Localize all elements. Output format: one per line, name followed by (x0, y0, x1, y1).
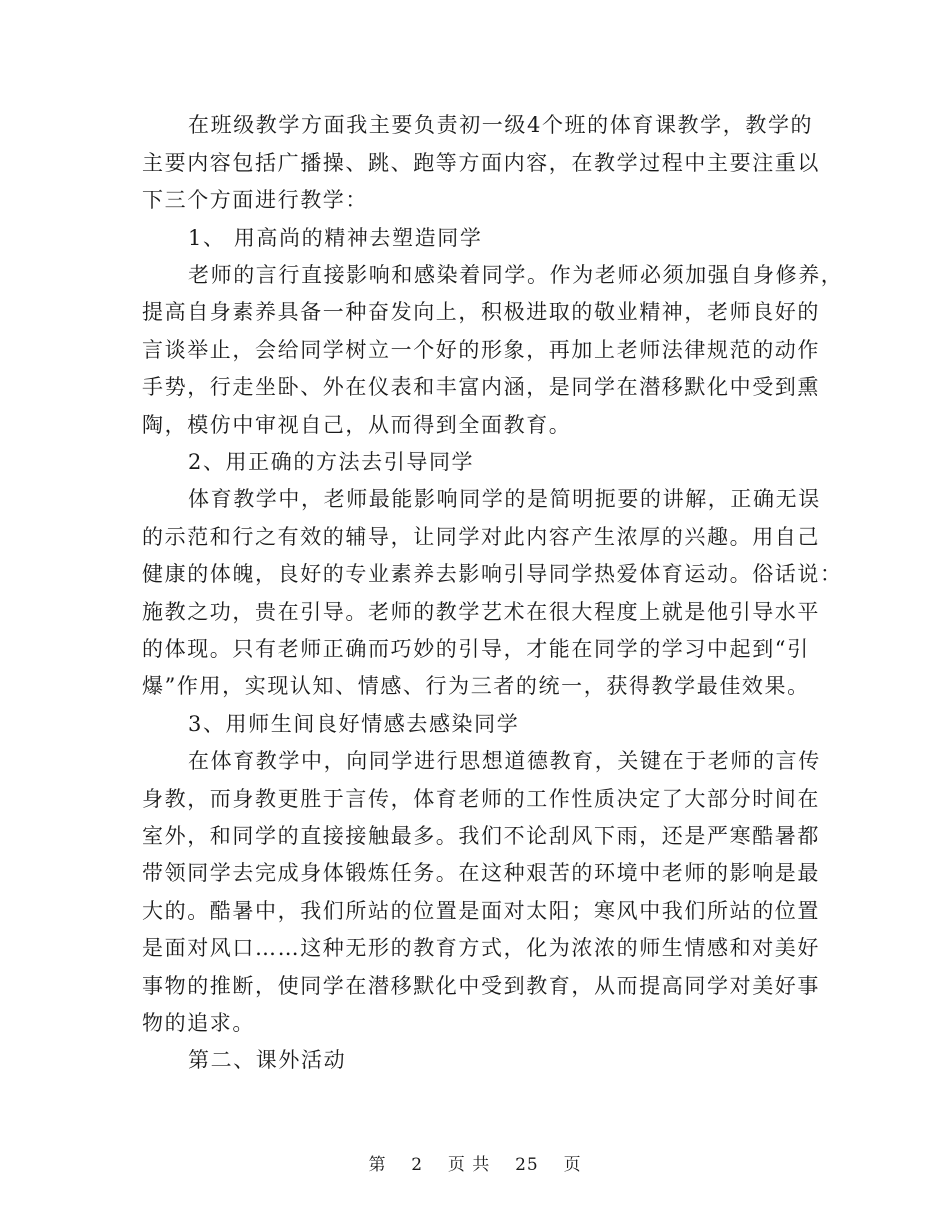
footer-middle: 页 共 (447, 1155, 491, 1175)
section-heading: 3、用师生间良好情感去感染同学 (188, 712, 520, 736)
text-line: 主要内容包括广播操、跳、跑等方面内容，在教学过程中主要注重以 (142, 151, 820, 175)
text-line: 陶，模仿中审视自己，从而得到全面教育。 (142, 413, 572, 437)
text-line: 的示范和行之有效的辅导，让同学对此内容产生浓厚的兴趣。用自己 (142, 525, 820, 549)
text-line: 在体育教学中，向同学进行思想道德教育，关键在于老师的言传 (188, 749, 821, 773)
text-line: 在班级教学方面我主要负责初一级4个班的体育课教学，教学的 (188, 113, 814, 137)
section-heading: 2、用正确的方法去引导同学 (188, 450, 475, 474)
text-line: 爆”作用，实现认知、情感、行为三者的统一，获得教学最佳效果。 (142, 674, 810, 698)
text-line: 施教之功，贵在引导。老师的教学艺术在很大程度上就是他引导水平 (142, 600, 820, 624)
footer-prefix: 第 (368, 1155, 387, 1175)
text-line: 健康的体魄，良好的专业素养去影响引导同学热爱体育运动。俗话说： (142, 562, 843, 586)
text-line: 手势，行走坐卧、外在仪表和丰富内涵，是同学在潜移默化中受到熏 (142, 375, 820, 399)
text-line: 的体现。只有老师正确而巧妙的引导，才能在同学的学习中起到“引 (142, 637, 810, 661)
text-line: 言谈举止，会给同学树立一个好的形象，再加上老师法律规范的动作 (142, 338, 820, 362)
footer-suffix: 页 (563, 1155, 582, 1175)
text-line: 老师的言行直接影响和感染着同学。作为老师必须加强自身修养， (188, 263, 844, 287)
text-line: 事物的推断，使同学在潜移默化中受到教育，从而提高同学对美好事 (142, 974, 820, 998)
section-heading: 第二、课外活动 (188, 1048, 347, 1072)
page-total: 25 (515, 1155, 539, 1175)
text-line: 提高自身素养具备一种奋发向上，积极进取的敬业精神，老师良好的 (142, 300, 820, 324)
text-line: 体育教学中，老师最能影响同学的是简明扼要的讲解，正确无误 (188, 487, 821, 511)
text-line: 带领同学去完成身体锻炼任务。在这种艰苦的环境中老师的影响是最 (142, 861, 820, 885)
text-line: 是面对风口……这种无形的教育方式，化为浓浓的师生情感和对美好 (142, 936, 820, 960)
text-line: 物的追求。 (142, 1011, 255, 1035)
text-line: 室外，和同学的直接接触最多。我们不论刮风下雨，还是严寒酷暑都 (142, 824, 820, 848)
text-line: 大的。酷暑中，我们所站的位置是面对太阳；寒风中我们所站的位置 (142, 899, 820, 923)
section-heading: 1、 用高尚的精神去塑造同学 (188, 226, 483, 250)
page-footer (0, 1153, 950, 1177)
text-line: 身教，而身教更胜于言传，体育老师的工作性质决定了大部分时间在 (142, 787, 820, 811)
page-number: 2 (411, 1155, 424, 1175)
text-line: 下三个方面进行教学： (142, 188, 368, 212)
